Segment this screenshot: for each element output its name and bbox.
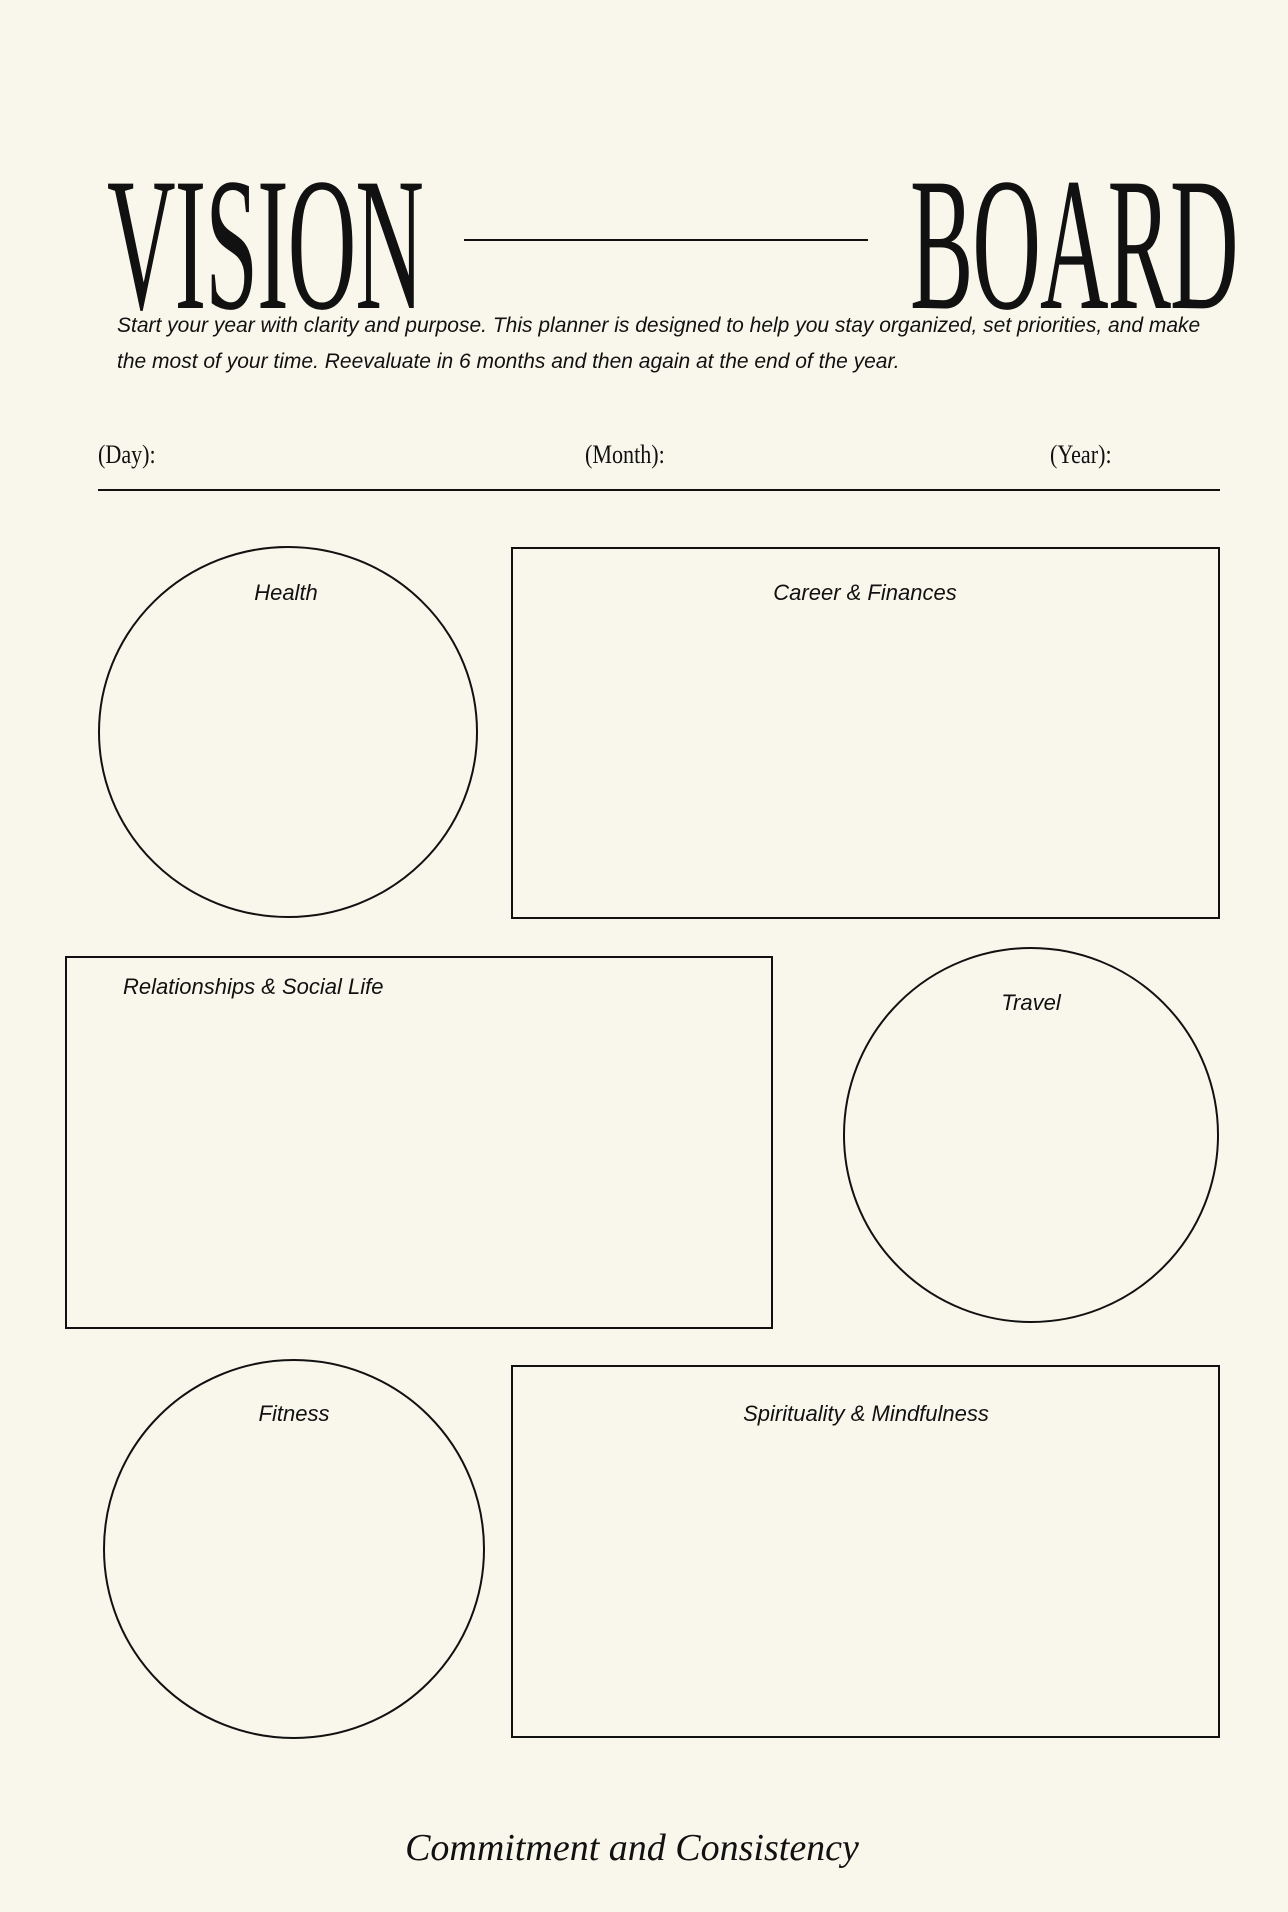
spirituality-label: Spirituality & Mindfulness — [743, 1401, 989, 1426]
relationships-box[interactable] — [66, 957, 772, 1328]
title-vision: VISION — [107, 140, 423, 350]
travel-label: Travel — [1001, 990, 1061, 1015]
footer-motto: Commitment and Consistency — [405, 1827, 859, 1869]
fitness-label: Fitness — [258, 1401, 330, 1426]
title-board: BOARD — [910, 140, 1238, 350]
relationships-label: Relationships & Social Life — [123, 974, 384, 999]
year-field-label[interactable]: (Year): — [1050, 440, 1112, 469]
month-field-label[interactable]: (Month): — [585, 440, 665, 469]
health-label: Health — [254, 580, 318, 605]
day-field-label[interactable]: (Day): — [98, 440, 156, 469]
intro-text: Start your year with clarity and purpose. This planner is designed to help you stay organized, set priorities, and make the most of your time. Reevaluate in 6 months and then again at the end of the year. — [117, 314, 1201, 373]
career-label: Career & Finances — [773, 580, 957, 605]
